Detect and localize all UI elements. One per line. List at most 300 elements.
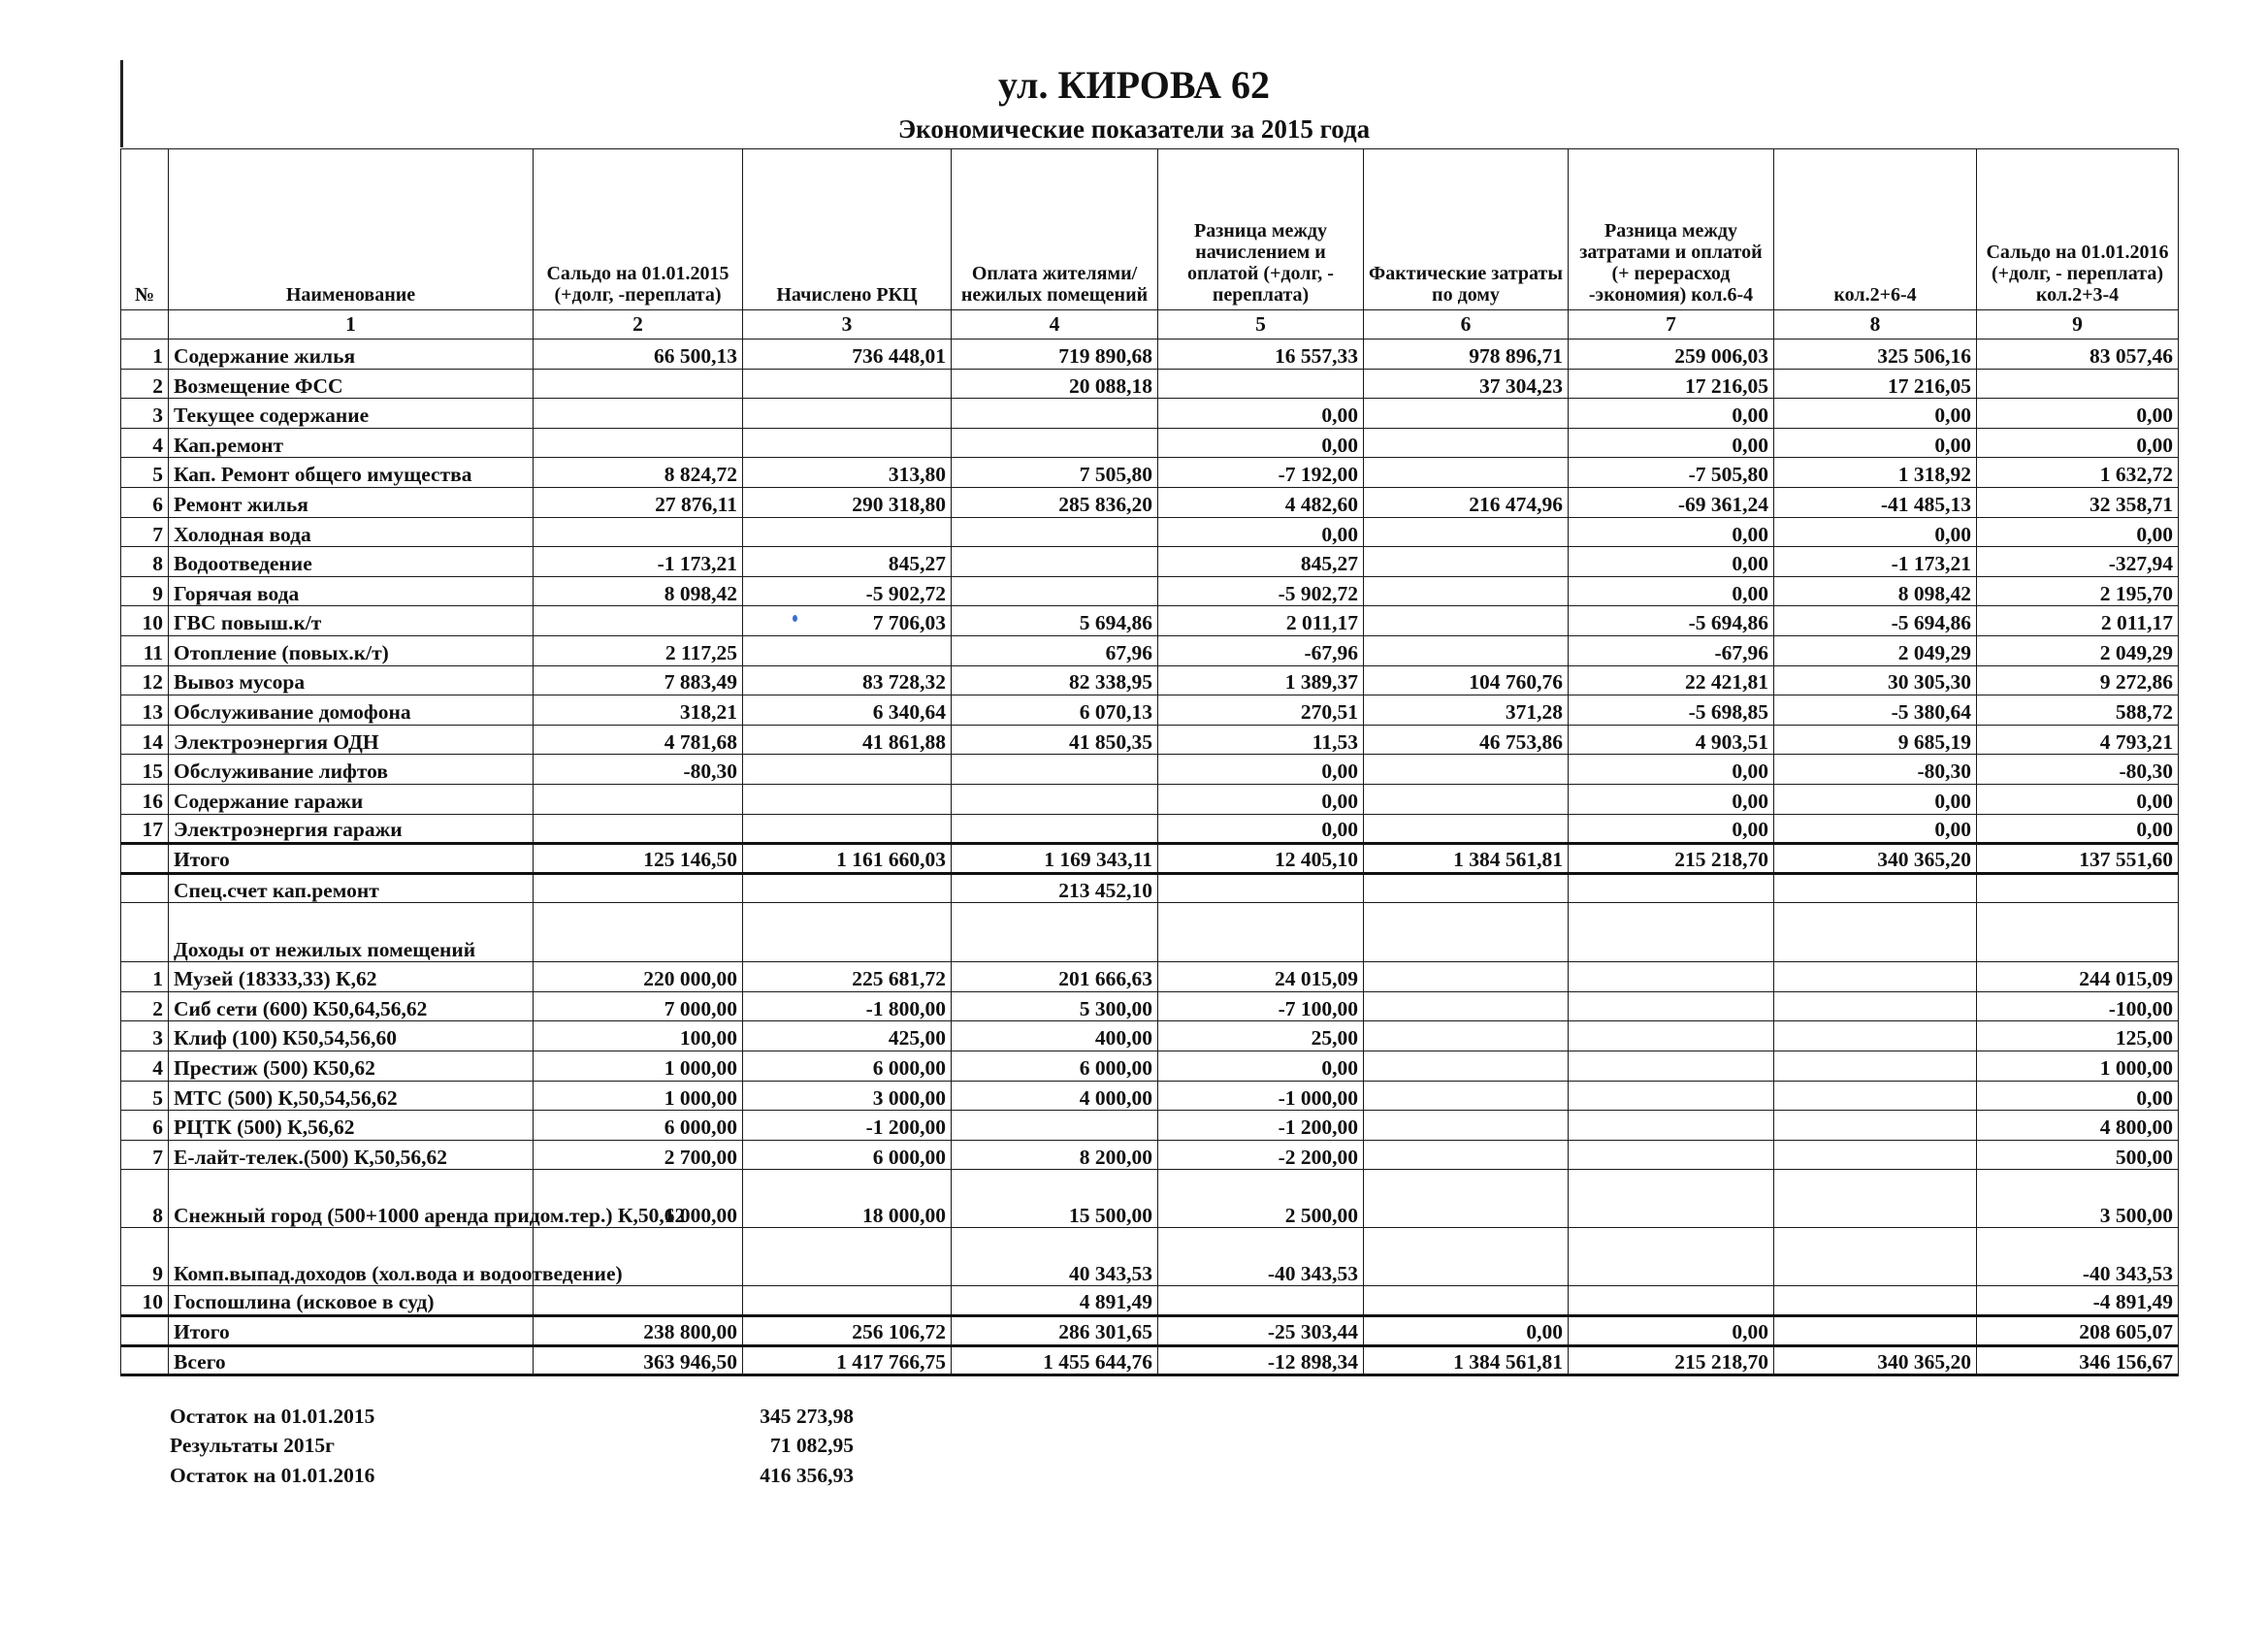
- value-cell-c3: 845,27: [743, 547, 952, 577]
- value-cell-c7: [1569, 873, 1774, 903]
- value-cell-c8: [1774, 991, 1977, 1021]
- value-cell-c4: 213 452,10: [952, 873, 1158, 903]
- row-name: РЦТК (500) К,56,62: [169, 1111, 534, 1141]
- value-cell-c8: 30 305,30: [1774, 665, 1977, 695]
- value-cell-c4: 41 850,35: [952, 725, 1158, 755]
- value-cell-c4: [952, 399, 1158, 429]
- row-name: Вывоз мусора: [169, 665, 534, 695]
- value-cell-c8: -5 380,64: [1774, 695, 1977, 726]
- row-name: Е-лайт-телек.(500) К,50,56,62: [169, 1140, 534, 1170]
- value-cell-c7: [1569, 1051, 1774, 1082]
- empty-cell: [1364, 903, 1569, 962]
- value-cell-c5: -40 343,53: [1158, 1228, 1364, 1286]
- economic-indicators-table: [120, 148, 2179, 1376]
- special-account-row: [121, 873, 2179, 903]
- row-name: Отопление (повых.к/т): [169, 635, 534, 665]
- value-cell-c3: 425,00: [743, 1021, 952, 1051]
- row-name: Комп.выпад.доходов (хол.вода и водоотведение): [169, 1228, 534, 1286]
- value-cell-c4: 6 070,13: [952, 695, 1158, 726]
- table-row: [121, 1111, 2179, 1141]
- value-cell-c7: [1569, 1286, 1774, 1316]
- row-name: Электроэнергия гаражи: [169, 814, 534, 844]
- column-number: 7: [1569, 310, 1774, 340]
- value-cell-c9: 346 156,67: [1977, 1345, 2179, 1375]
- row-name: Содержание гаражи: [169, 784, 534, 814]
- value-cell-c3: 1 161 660,03: [743, 844, 952, 874]
- scan-speck: [793, 615, 797, 622]
- value-cell-c5: 1 389,37: [1158, 665, 1364, 695]
- value-cell-c4: [952, 1111, 1158, 1141]
- row-name: Обслуживание лифтов: [169, 755, 534, 785]
- value-cell-c6: 1 384 561,81: [1364, 1345, 1569, 1375]
- row-name: Итого: [169, 1316, 534, 1346]
- value-cell-c2: 220 000,00: [534, 962, 743, 992]
- value-cell-c5: 0,00: [1158, 399, 1364, 429]
- value-cell-c6: [1364, 1021, 1569, 1051]
- value-cell-c3: [743, 873, 952, 903]
- value-cell-c4: 40 343,53: [952, 1228, 1158, 1286]
- value-cell-c9: 0,00: [1977, 517, 2179, 547]
- row-number: 1: [121, 962, 169, 992]
- value-cell-c4: [952, 547, 1158, 577]
- value-cell-c7: 22 421,81: [1569, 665, 1774, 695]
- header-cell: Фактические затраты по дому: [1364, 149, 1569, 310]
- value-cell-c7: 0,00: [1569, 517, 1774, 547]
- value-cell-c3: [743, 1228, 952, 1286]
- table-row: [121, 1228, 2179, 1286]
- value-cell-c6: [1364, 814, 1569, 844]
- row-number: 10: [121, 606, 169, 636]
- value-cell-c9: 137 551,60: [1977, 844, 2179, 874]
- value-cell-c7: 0,00: [1569, 784, 1774, 814]
- value-cell-c9: 125,00: [1977, 1021, 2179, 1051]
- row-number: [121, 1345, 169, 1375]
- value-cell-c2: -80,30: [534, 755, 743, 785]
- table-row: [121, 962, 2179, 992]
- empty-cell: [743, 903, 952, 962]
- value-cell-c6: [1364, 1228, 1569, 1286]
- residential-total-row: [121, 844, 2179, 874]
- value-cell-c5: -7 100,00: [1158, 991, 1364, 1021]
- value-cell-c9: 244 015,09: [1977, 962, 2179, 992]
- value-cell-c3: [743, 784, 952, 814]
- value-cell-c6: [1364, 1170, 1569, 1228]
- value-cell-c3: [743, 399, 952, 429]
- value-cell-c7: 0,00: [1569, 755, 1774, 785]
- row-number: 4: [121, 1051, 169, 1082]
- value-cell-c3: -1 200,00: [743, 1111, 952, 1141]
- value-cell-c2: 1 000,00: [534, 1081, 743, 1111]
- table-row: [121, 755, 2179, 785]
- table-row: [121, 665, 2179, 695]
- header-cell: кол.2+6-4: [1774, 149, 1977, 310]
- nonresidential-total-row: [121, 1316, 2179, 1346]
- value-cell-c6: 0,00: [1364, 1316, 1569, 1346]
- value-cell-c9: 83 057,46: [1977, 340, 2179, 370]
- value-cell-c8: 1 318,92: [1774, 458, 1977, 488]
- value-cell-c2: [534, 606, 743, 636]
- row-number: [121, 873, 169, 903]
- value-cell-c5: -67,96: [1158, 635, 1364, 665]
- value-cell-c8: [1774, 1286, 1977, 1316]
- value-cell-c4: 8 200,00: [952, 1140, 1158, 1170]
- value-cell-c7: 17 216,05: [1569, 369, 1774, 399]
- value-cell-c4: 286 301,65: [952, 1316, 1158, 1346]
- header-cell: Оплата жителями/ нежилых помещений: [952, 149, 1158, 310]
- value-cell-c8: 340 365,20: [1774, 844, 1977, 874]
- row-number: 2: [121, 991, 169, 1021]
- value-cell-c5: 4 482,60: [1158, 487, 1364, 517]
- value-cell-c8: [1774, 962, 1977, 992]
- empty-cell: [1977, 903, 2179, 962]
- row-number: 6: [121, 487, 169, 517]
- value-cell-c3: -1 800,00: [743, 991, 952, 1021]
- value-cell-c7: [1569, 1081, 1774, 1111]
- value-cell-c7: 259 006,03: [1569, 340, 1774, 370]
- value-cell-c5: 2 011,17: [1158, 606, 1364, 636]
- value-cell-c6: 371,28: [1364, 695, 1569, 726]
- row-name: Кап. Ремонт общего имущества: [169, 458, 534, 488]
- value-cell-c3: 6 340,64: [743, 695, 952, 726]
- value-cell-c5: 0,00: [1158, 1051, 1364, 1082]
- summary-value: 71 082,95: [770, 1434, 854, 1457]
- column-number: 1: [169, 310, 534, 340]
- value-cell-c6: [1364, 1111, 1569, 1141]
- row-name: Снежный город (500+1000 аренда придом.тер.) К,50,62: [169, 1170, 534, 1228]
- value-cell-c8: [1774, 1316, 1977, 1346]
- value-cell-c6: [1364, 517, 1569, 547]
- grand-total-row: [121, 1345, 2179, 1375]
- value-cell-c4: 719 890,68: [952, 340, 1158, 370]
- row-name: Возмещение ФСС: [169, 369, 534, 399]
- value-cell-c4: 5 694,86: [952, 606, 1158, 636]
- table-row: [121, 428, 2179, 458]
- value-cell-c3: 83 728,32: [743, 665, 952, 695]
- value-cell-c6: [1364, 576, 1569, 606]
- value-cell-c5: 0,00: [1158, 784, 1364, 814]
- value-cell-c8: [1774, 1051, 1977, 1082]
- value-cell-c2: 7 000,00: [534, 991, 743, 1021]
- value-cell-c9: 588,72: [1977, 695, 2179, 726]
- value-cell-c5: [1158, 873, 1364, 903]
- column-number: 9: [1977, 310, 2179, 340]
- value-cell-c3: [743, 635, 952, 665]
- value-cell-c4: 7 505,80: [952, 458, 1158, 488]
- empty-cell: [1158, 903, 1364, 962]
- value-cell-c2: 318,21: [534, 695, 743, 726]
- value-cell-c7: -7 505,80: [1569, 458, 1774, 488]
- row-number: 6: [121, 1111, 169, 1141]
- row-number: [121, 1316, 169, 1346]
- table-row: [121, 991, 2179, 1021]
- table-row: [121, 1140, 2179, 1170]
- value-cell-c7: [1569, 962, 1774, 992]
- value-cell-c7: 0,00: [1569, 576, 1774, 606]
- row-name: Спец.счет кап.ремонт: [169, 873, 534, 903]
- row-number: 10: [121, 1286, 169, 1316]
- value-cell-c7: 0,00: [1569, 428, 1774, 458]
- value-cell-c5: 24 015,09: [1158, 962, 1364, 992]
- value-cell-c7: -69 361,24: [1569, 487, 1774, 517]
- value-cell-c2: 7 883,49: [534, 665, 743, 695]
- value-cell-c6: 1 384 561,81: [1364, 844, 1569, 874]
- value-cell-c6: 104 760,76: [1364, 665, 1569, 695]
- value-cell-c9: -80,30: [1977, 755, 2179, 785]
- value-cell-c7: -67,96: [1569, 635, 1774, 665]
- column-number: 6: [1364, 310, 1569, 340]
- header-cell: Сальдо на 01.01.2015 (+долг, -переплата): [534, 149, 743, 310]
- value-cell-c7: -5 698,85: [1569, 695, 1774, 726]
- value-cell-c8: [1774, 1140, 1977, 1170]
- value-cell-c5: -25 303,44: [1158, 1316, 1364, 1346]
- value-cell-c7: 4 903,51: [1569, 725, 1774, 755]
- value-cell-c3: [743, 755, 952, 785]
- value-cell-c4: [952, 814, 1158, 844]
- value-cell-c5: 0,00: [1158, 428, 1364, 458]
- value-cell-c9: 32 358,71: [1977, 487, 2179, 517]
- value-cell-c5: 11,53: [1158, 725, 1364, 755]
- value-cell-c6: [1364, 547, 1569, 577]
- value-cell-c7: 215 218,70: [1569, 1345, 1774, 1375]
- value-cell-c2: -1 173,21: [534, 547, 743, 577]
- summary-value: 416 356,93: [760, 1464, 854, 1487]
- table-row: [121, 635, 2179, 665]
- value-cell-c8: 0,00: [1774, 399, 1977, 429]
- table-row: [121, 458, 2179, 488]
- value-cell-c6: [1364, 1286, 1569, 1316]
- value-cell-c5: -12 898,34: [1158, 1345, 1364, 1375]
- row-number: 9: [121, 1228, 169, 1286]
- section-header-row: [121, 903, 2179, 962]
- summary-label: Результаты 2015г: [170, 1434, 335, 1457]
- empty-cell: [952, 903, 1158, 962]
- value-cell-c9: 500,00: [1977, 1140, 2179, 1170]
- value-cell-c5: 16 557,33: [1158, 340, 1364, 370]
- value-cell-c6: 216 474,96: [1364, 487, 1569, 517]
- value-cell-c9: 0,00: [1977, 814, 2179, 844]
- value-cell-c2: [534, 428, 743, 458]
- value-cell-c9: 1 632,72: [1977, 458, 2179, 488]
- column-number: 4: [952, 310, 1158, 340]
- value-cell-c4: [952, 428, 1158, 458]
- value-cell-c6: [1364, 1051, 1569, 1082]
- value-cell-c8: -41 485,13: [1774, 487, 1977, 517]
- value-cell-c3: 736 448,01: [743, 340, 952, 370]
- row-number: 8: [121, 1170, 169, 1228]
- value-cell-c6: [1364, 458, 1569, 488]
- row-name: Ремонт жилья: [169, 487, 534, 517]
- value-cell-c2: 238 800,00: [534, 1316, 743, 1346]
- value-cell-c4: 1 455 644,76: [952, 1345, 1158, 1375]
- column-number: 2: [534, 310, 743, 340]
- table-row: [121, 1021, 2179, 1051]
- value-cell-c8: 325 506,16: [1774, 340, 1977, 370]
- value-cell-c9: 2 195,70: [1977, 576, 2179, 606]
- value-cell-c9: -4 891,49: [1977, 1286, 2179, 1316]
- value-cell-c7: [1569, 1228, 1774, 1286]
- row-name: ГВС повыш.к/т: [169, 606, 534, 636]
- value-cell-c5: -1 000,00: [1158, 1081, 1364, 1111]
- value-cell-c8: [1774, 1170, 1977, 1228]
- value-cell-c9: 0,00: [1977, 1081, 2179, 1111]
- value-cell-c4: [952, 576, 1158, 606]
- value-cell-c3: 41 861,88: [743, 725, 952, 755]
- row-name: Обслуживание домофона: [169, 695, 534, 726]
- value-cell-c6: 37 304,23: [1364, 369, 1569, 399]
- value-cell-c9: 4 793,21: [1977, 725, 2179, 755]
- value-cell-c4: 67,96: [952, 635, 1158, 665]
- row-name: Содержание жилья: [169, 340, 534, 370]
- value-cell-c4: 4 000,00: [952, 1081, 1158, 1111]
- value-cell-c5: 0,00: [1158, 517, 1364, 547]
- row-number: 12: [121, 665, 169, 695]
- value-cell-c5: 0,00: [1158, 814, 1364, 844]
- value-cell-c9: -40 343,53: [1977, 1228, 2179, 1286]
- value-cell-c8: 0,00: [1774, 517, 1977, 547]
- value-cell-c6: [1364, 1140, 1569, 1170]
- row-number: 16: [121, 784, 169, 814]
- value-cell-c2: 100,00: [534, 1021, 743, 1051]
- row-number: 5: [121, 458, 169, 488]
- value-cell-c8: [1774, 1021, 1977, 1051]
- row-number: 3: [121, 1021, 169, 1051]
- value-cell-c2: [534, 1286, 743, 1316]
- value-cell-c8: 0,00: [1774, 814, 1977, 844]
- row-number: [121, 844, 169, 874]
- value-cell-c3: 290 318,80: [743, 487, 952, 517]
- header-row: [121, 149, 2179, 310]
- value-cell-c3: 7 706,03: [743, 606, 952, 636]
- value-cell-c9: 0,00: [1977, 428, 2179, 458]
- value-cell-c8: 340 365,20: [1774, 1345, 1977, 1375]
- row-name: Престиж (500) К50,62: [169, 1051, 534, 1082]
- value-cell-c2: 363 946,50: [534, 1345, 743, 1375]
- value-cell-c9: -100,00: [1977, 991, 2179, 1021]
- value-cell-c9: 208 605,07: [1977, 1316, 2179, 1346]
- row-number: 2: [121, 369, 169, 399]
- value-cell-c9: 2 049,29: [1977, 635, 2179, 665]
- value-cell-c5: 270,51: [1158, 695, 1364, 726]
- value-cell-c2: 8 824,72: [534, 458, 743, 488]
- table-row: [121, 1170, 2179, 1228]
- value-cell-c3: [743, 814, 952, 844]
- row-number: 11: [121, 635, 169, 665]
- row-number: 4: [121, 428, 169, 458]
- summary-label: Остаток на 01.01.2016: [170, 1464, 375, 1487]
- value-cell-c3: [743, 517, 952, 547]
- value-cell-c4: 400,00: [952, 1021, 1158, 1051]
- column-number: 5: [1158, 310, 1364, 340]
- value-cell-c3: 313,80: [743, 458, 952, 488]
- row-number: 3: [121, 399, 169, 429]
- value-cell-c4: [952, 784, 1158, 814]
- value-cell-c2: 66 500,13: [534, 340, 743, 370]
- column-number: 3: [743, 310, 952, 340]
- row-number: 8: [121, 547, 169, 577]
- value-cell-c5: -5 902,72: [1158, 576, 1364, 606]
- value-cell-c8: 0,00: [1774, 784, 1977, 814]
- value-cell-c4: 5 300,00: [952, 991, 1158, 1021]
- value-cell-c3: 256 106,72: [743, 1316, 952, 1346]
- value-cell-c6: [1364, 962, 1569, 992]
- value-cell-c5: 25,00: [1158, 1021, 1364, 1051]
- value-cell-c2: [534, 873, 743, 903]
- value-cell-c3: 1 417 766,75: [743, 1345, 952, 1375]
- value-cell-c6: 46 753,86: [1364, 725, 1569, 755]
- section-title: Доходы от нежилых помещений: [169, 903, 534, 962]
- value-cell-c8: 8 098,42: [1774, 576, 1977, 606]
- value-cell-c6: [1364, 428, 1569, 458]
- value-cell-c9: 2 011,17: [1977, 606, 2179, 636]
- table-row: [121, 784, 2179, 814]
- value-cell-c7: 0,00: [1569, 547, 1774, 577]
- value-cell-c5: 0,00: [1158, 755, 1364, 785]
- value-cell-c6: [1364, 873, 1569, 903]
- header-cell: Наименование: [169, 149, 534, 310]
- value-cell-c3: [743, 428, 952, 458]
- table-row: [121, 399, 2179, 429]
- row-number: 13: [121, 695, 169, 726]
- value-cell-c2: 27 876,11: [534, 487, 743, 517]
- value-cell-c4: 15 500,00: [952, 1170, 1158, 1228]
- row-name: Всего: [169, 1345, 534, 1375]
- value-cell-c2: [534, 399, 743, 429]
- column-number: [121, 310, 169, 340]
- value-cell-c5: 845,27: [1158, 547, 1364, 577]
- value-cell-c7: [1569, 991, 1774, 1021]
- value-cell-c3: 18 000,00: [743, 1170, 952, 1228]
- value-cell-c8: 0,00: [1774, 428, 1977, 458]
- value-cell-c9: 1 000,00: [1977, 1051, 2179, 1082]
- value-cell-c2: [534, 517, 743, 547]
- empty-cell: [121, 903, 169, 962]
- value-cell-c2: [534, 369, 743, 399]
- value-cell-c7: [1569, 1021, 1774, 1051]
- row-name: Музей (18333,33) К,62: [169, 962, 534, 992]
- value-cell-c5: 12 405,10: [1158, 844, 1364, 874]
- value-cell-c2: 2 700,00: [534, 1140, 743, 1170]
- value-cell-c3: 3 000,00: [743, 1081, 952, 1111]
- value-cell-c6: [1364, 1081, 1569, 1111]
- row-name: Госпошлина (исковое в суд): [169, 1286, 534, 1316]
- value-cell-c9: 4 800,00: [1977, 1111, 2179, 1141]
- summary-value: 345 273,98: [760, 1405, 854, 1428]
- value-cell-c8: -1 173,21: [1774, 547, 1977, 577]
- column-number: 8: [1774, 310, 1977, 340]
- value-cell-c2: 8 098,42: [534, 576, 743, 606]
- value-cell-c4: 82 338,95: [952, 665, 1158, 695]
- row-name: Кап.ремонт: [169, 428, 534, 458]
- value-cell-c8: 2 049,29: [1774, 635, 1977, 665]
- value-cell-c4: 6 000,00: [952, 1051, 1158, 1082]
- value-cell-c4: [952, 755, 1158, 785]
- header-cell: Начислено РКЦ: [743, 149, 952, 310]
- value-cell-c8: 17 216,05: [1774, 369, 1977, 399]
- document-subtitle: Экономические показатели за 2015 года: [897, 114, 1371, 144]
- value-cell-c7: [1569, 1111, 1774, 1141]
- value-cell-c2: 4 781,68: [534, 725, 743, 755]
- row-name: Сиб сети (600) К50,64,56,62: [169, 991, 534, 1021]
- header-cell: Разница между начислением и оплатой (+долг, - переплата): [1158, 149, 1364, 310]
- summary-label: Остаток на 01.01.2015: [170, 1405, 375, 1428]
- value-cell-c6: [1364, 635, 1569, 665]
- row-number: 7: [121, 1140, 169, 1170]
- table-row: [121, 606, 2179, 636]
- table-body: [121, 340, 2179, 1375]
- row-number: 7: [121, 517, 169, 547]
- row-name: Горячая вода: [169, 576, 534, 606]
- value-cell-c5: -2 200,00: [1158, 1140, 1364, 1170]
